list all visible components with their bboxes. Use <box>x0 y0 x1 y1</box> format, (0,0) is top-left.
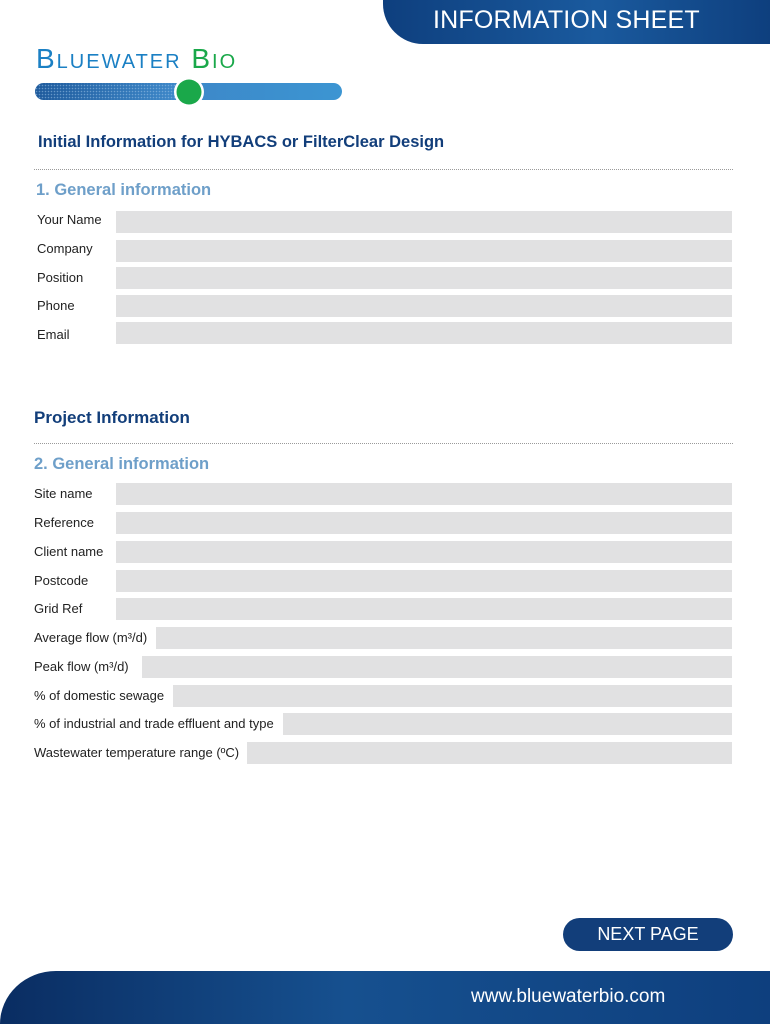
label-peak-flow: Peak flow (m³/d) <box>34 659 129 674</box>
average-flow-field[interactable] <box>156 627 732 649</box>
label-position: Position <box>37 270 84 285</box>
industrial-effluent-field[interactable] <box>283 713 732 735</box>
your-name-field[interactable] <box>116 211 732 233</box>
next-page-button[interactable]: NEXT PAGE <box>563 918 733 951</box>
brand-logo-bar <box>35 78 345 108</box>
brand-logo <box>36 42 346 76</box>
reference-field[interactable] <box>116 512 732 534</box>
label-temperature-range: Wastewater temperature range (ºC) <box>34 745 240 760</box>
project-heading: Project Information <box>34 408 190 427</box>
label-grid-ref: Grid Ref <box>34 601 83 616</box>
label-phone: Phone <box>37 298 75 313</box>
label-email: Email <box>37 327 70 342</box>
section2-heading: 2. General information <box>34 455 210 473</box>
client-name-field[interactable] <box>116 541 732 563</box>
site-name-field[interactable] <box>116 483 732 505</box>
label-industrial-effluent: % of industrial and trade effluent and type <box>34 716 274 731</box>
label-site-name: Site name <box>34 486 93 501</box>
footer-website-link[interactable]: www.bluewaterbio.com <box>471 986 666 1007</box>
company-field[interactable] <box>116 240 732 262</box>
divider <box>34 169 733 170</box>
sheet-label: INFORMATION SHEET <box>433 6 700 34</box>
divider <box>34 443 733 444</box>
email-field[interactable] <box>116 322 732 344</box>
peak-flow-field[interactable] <box>142 656 732 678</box>
temperature-range-field[interactable] <box>247 742 732 764</box>
brand-name-part2: Bio <box>191 43 238 74</box>
label-postcode: Postcode <box>34 573 89 588</box>
label-reference: Reference <box>34 515 94 530</box>
label-client-name: Client name <box>34 544 104 559</box>
label-domestic-sewage: % of domestic sewage <box>34 688 165 703</box>
brand-name-part1: Bluewater <box>36 43 182 74</box>
position-field[interactable] <box>116 267 732 289</box>
label-your-name: Your Name <box>37 212 102 227</box>
document-title: Initial Information for HYBACS or FilterClear Design <box>38 133 445 151</box>
grid-ref-field[interactable] <box>116 598 732 620</box>
phone-field[interactable] <box>116 295 732 317</box>
label-company: Company <box>37 241 93 256</box>
postcode-field[interactable] <box>116 570 732 592</box>
domestic-sewage-field[interactable] <box>173 685 732 707</box>
label-average-flow: Average flow (m³/d) <box>34 630 148 645</box>
section1-heading: 1. General information <box>36 181 212 199</box>
